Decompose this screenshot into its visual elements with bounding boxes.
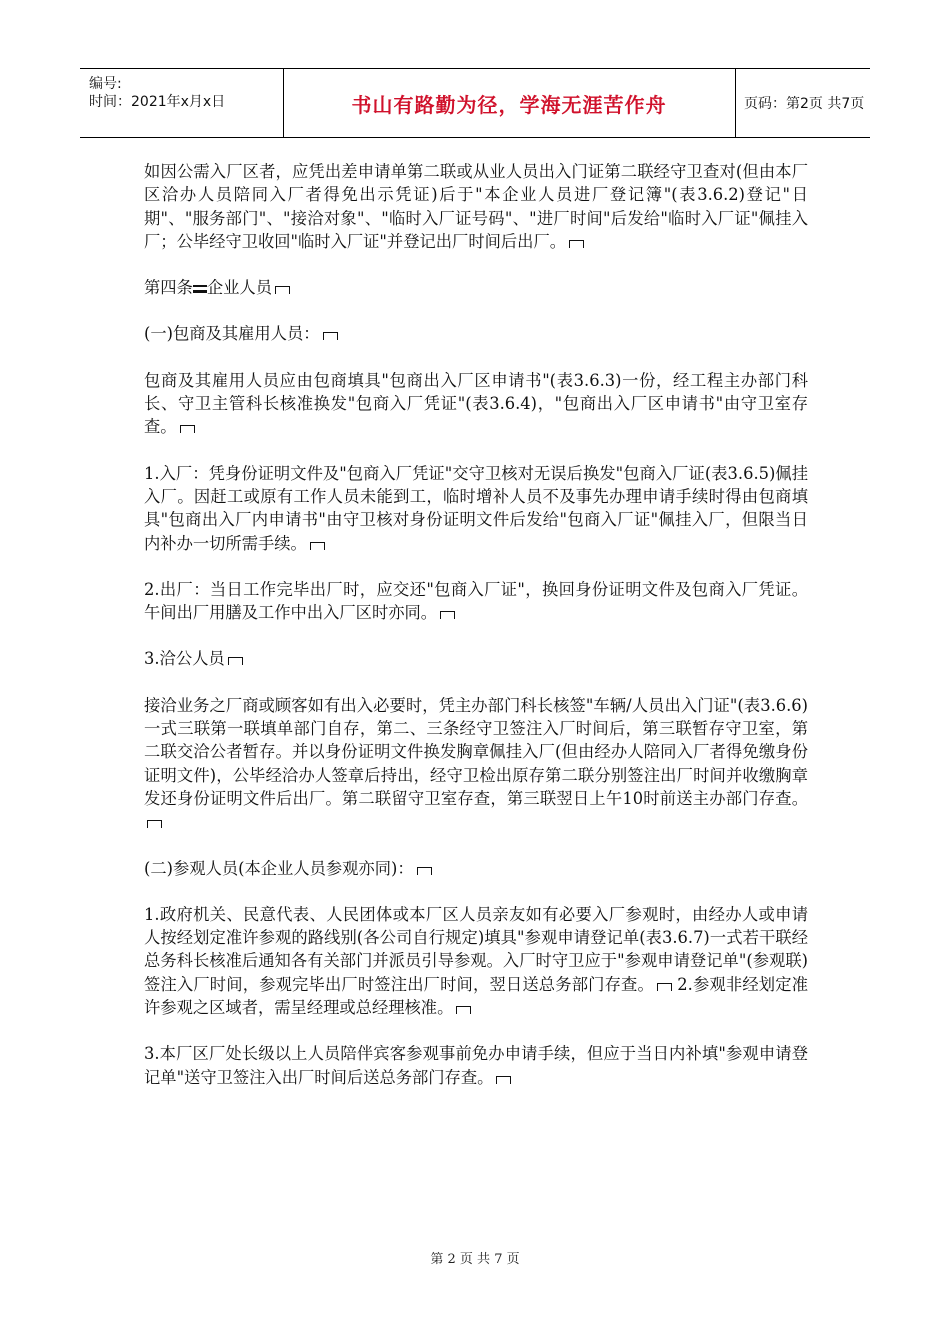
paragraph-mark-icon xyxy=(180,425,195,433)
paragraph xyxy=(144,462,808,555)
section-heading xyxy=(144,857,808,880)
document-body xyxy=(144,160,808,1112)
article-number: 第四条 xyxy=(144,278,193,298)
paragraph xyxy=(144,694,808,834)
paragraph-mark-icon xyxy=(496,1076,511,1084)
paragraph-text: 1.政府机关、民意代表、人民团体或本厂区人员亲友如有必要入厂参观时，由经办人或申请人按经划定准许参观的路线别(各公司自行规定)填具"参观申请登记单(表3.6.7)一式若干联经总务科长核准后通知各有关部门并派员引导参观。入厂时守卫应于"参观申请登记单"(参观联)签注入厂时间，参观完毕出厂时签注出厂时间，翌日送总务部门存查。 xyxy=(144,904,808,994)
header-motto-cell xyxy=(283,69,736,137)
article-title: 企业人员 xyxy=(206,278,272,298)
paragraph-mark-icon xyxy=(310,542,325,550)
double-bar-icon xyxy=(193,282,207,296)
paragraph-text: (一)包商及其雇用人员： xyxy=(144,324,320,344)
paragraph-text: 1.入厂：凭身份证明文件及"包商入厂凭证"交守卫核对无误后换发"包商入厂证(表3.6.5)佩挂入厂。因赶工或原有工作人员未能到工，临时增补人员不及事先办理申请手续时得由包商填具"包商出入厂内申请书"由守卫核对身份证明文件后发给"包商入厂证"佩挂入厂，但限当日内补办一切所需手续。 xyxy=(144,463,808,553)
paragraph xyxy=(144,903,808,1019)
page-header xyxy=(80,68,870,138)
paragraph xyxy=(144,160,808,253)
paragraph-text: (二)参观人员(本企业人员参观亦同)： xyxy=(144,858,414,878)
paragraph xyxy=(144,578,808,625)
paragraph-text: 2.出厂：当日工作完毕出厂时，应交还"包商入厂证"，换回身份证明文件及包商入厂凭证。午间出厂用膳及工作中出入厂区时亦同。 xyxy=(144,579,808,623)
paragraph-mark-icon xyxy=(228,657,243,665)
document-number-label: 编号: xyxy=(89,76,122,92)
header-page-cell xyxy=(736,69,870,137)
paragraph-text: 接洽业务之厂商或顾客如有出入必要时，凭主办部门科长核签"车辆/人员出入门证"(表3.6.6)一式三联第一联填单部门自存，第二、三条经守卫签注入厂时间后，第三联暂存守卫室，第二联交洽公者暂存。并以身份证明文件换发胸章佩挂入厂(但由经办人陪同入厂者得免缴身份证明文件)，公毕经洽办人签章后持出，经守卫检出原存第二联分别签注出厂时间并收缴胸章发还身份证明文件后出厂。第二联留守卫室存查，第三联翌日上午10时前送主办部门存查。 xyxy=(144,695,808,808)
paragraph-mark-icon xyxy=(417,867,432,875)
paragraph-mark-icon xyxy=(147,820,162,828)
paragraph-mark-icon xyxy=(323,332,338,340)
section-heading xyxy=(144,647,808,670)
paragraph-text: 3.本厂区厂处长级以上人员陪伴宾客参观事前免办申请手续，但应于当日内补填"参观申请登记单"送守卫签注入出厂时间后送总务部门存查。 xyxy=(144,1044,808,1087)
paragraph xyxy=(144,369,808,439)
article-heading xyxy=(144,276,808,299)
paragraph-text: 如因公需入厂区者，应凭出差申请单第二联或从业人员出入门证第二联经守卫查对(但由本厂区洽办人员陪同入厂者得免出示凭证)后于"本企业人员进厂登记簿"(表3.6.2)登记"日期"、"服务部门"、"接洽对象"、"临时入厂证号码"、"进厂时间"后发给"临时入厂证"佩挂入厂；公毕经守卫收回"临时入厂证"并登记出厂时间后出厂。 xyxy=(144,162,808,251)
paragraph-text: 2.参观非经划定准许参观之区域者，需呈经理或总经理核准。 xyxy=(144,974,808,1018)
header-info-cell xyxy=(80,69,284,137)
paragraph-mark-icon xyxy=(440,611,455,619)
paragraph-text: 包商及其雇用人员应由包商填具"包商出入厂区申请书"(表3.6.3)一份，经工程主办部门科长、守卫主管科长核准换发"包商入厂凭证"(表3.6.4)，"包商出入厂区申请书"由守卫室存查。 xyxy=(144,370,808,437)
document-time-label: 时间：2021年x月x日 xyxy=(89,94,226,110)
paragraph-text: 3.洽公人员 xyxy=(144,649,225,669)
section-heading xyxy=(144,322,808,345)
motto-text: 书山有路勤为径，学海无涯苦作舟 xyxy=(351,93,667,117)
paragraph-mark-icon xyxy=(275,286,290,294)
paragraph-mark-icon xyxy=(569,240,584,248)
page-footer: 第 2 页 共 7 页 xyxy=(430,1252,520,1267)
paragraph-mark-icon xyxy=(657,983,672,991)
paragraph xyxy=(144,1042,808,1089)
page-number-label: 页码：第2页 共7页 xyxy=(744,96,865,112)
paragraph-mark-icon xyxy=(456,1006,471,1014)
